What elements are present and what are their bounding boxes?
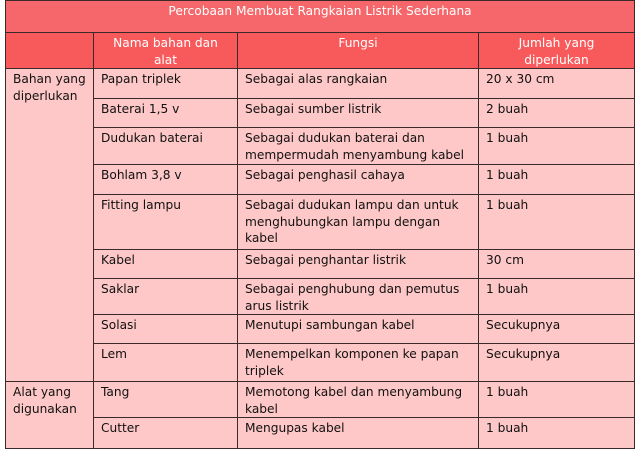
item-fungsi: Sebagai dudukan lampu dan untuk menghubungkan lampu dengan kabel	[238, 195, 479, 250]
item-jumlah: 20 x 30 cm	[479, 69, 635, 99]
item-jumlah: 1 buah	[479, 165, 635, 195]
item-fungsi: Menutupi sambungan kabel	[238, 315, 479, 344]
table-row	[6, 250, 635, 279]
item-fungsi: Sebagai penghantar listrik	[238, 250, 479, 279]
table-row	[6, 279, 635, 315]
header-fungsi: Fungsi	[238, 33, 479, 69]
header-name: Nama bahan dan alat	[94, 33, 238, 69]
table-row	[6, 382, 635, 418]
item-fungsi: Menempelkan komponen ke papan triplek	[238, 344, 479, 382]
item-jumlah: 1 buah	[479, 279, 635, 315]
header-group	[6, 33, 94, 69]
item-jumlah: Secukupnya	[479, 344, 635, 382]
table-row	[6, 418, 635, 449]
item-name: Baterai 1,5 v	[94, 99, 238, 128]
item-jumlah: 1 buah	[479, 418, 635, 449]
table-row	[6, 344, 635, 382]
group-label-alat: Alat yang digunakan	[6, 382, 94, 449]
item-jumlah: 30 cm	[479, 250, 635, 279]
item-name: Bohlam 3,8 v	[94, 165, 238, 195]
table-row	[6, 165, 635, 195]
header-row	[6, 33, 635, 69]
table-row	[6, 69, 635, 99]
item-name: Papan triplek	[94, 69, 238, 99]
item-fungsi: Sebagai penghasil cahaya	[238, 165, 479, 195]
title-row	[6, 1, 635, 33]
item-name: Tang	[94, 382, 238, 418]
item-jumlah: 1 buah	[479, 195, 635, 250]
table-row	[6, 195, 635, 250]
table-row	[6, 315, 635, 344]
item-jumlah: 2 buah	[479, 99, 635, 128]
item-name: Fitting lampu	[94, 195, 238, 250]
header-jumlah: Jumlah yang diperlukan	[479, 33, 635, 69]
item-jumlah: 1 buah	[479, 382, 635, 418]
item-name: Dudukan baterai	[94, 128, 238, 165]
item-jumlah: 1 buah	[479, 128, 635, 165]
item-fungsi: Sebagai dudukan baterai dan mempermudah menyambung kabel	[238, 128, 479, 165]
table-title: Percobaan Membuat Rangkaian Listrik Sederhana	[6, 1, 635, 33]
item-fungsi: Sebagai alas rangkaian	[238, 69, 479, 99]
item-name: Solasi	[94, 315, 238, 344]
table-row	[6, 128, 635, 165]
item-name: Kabel	[94, 250, 238, 279]
table-row	[6, 99, 635, 128]
item-fungsi: Sebagai sumber listrik	[238, 99, 479, 128]
item-name: Lem	[94, 344, 238, 382]
item-name: Saklar	[94, 279, 238, 315]
materials-table	[5, 0, 635, 449]
group-label-bahan: Bahan yang diperlukan	[6, 69, 94, 382]
item-fungsi: Sebagai penghubung dan pemutus arus listrik	[238, 279, 479, 315]
item-name: Cutter	[94, 418, 238, 449]
item-fungsi: Mengupas kabel	[238, 418, 479, 449]
item-fungsi: Memotong kabel dan menyambung kabel	[238, 382, 479, 418]
item-jumlah: Secukupnya	[479, 315, 635, 344]
